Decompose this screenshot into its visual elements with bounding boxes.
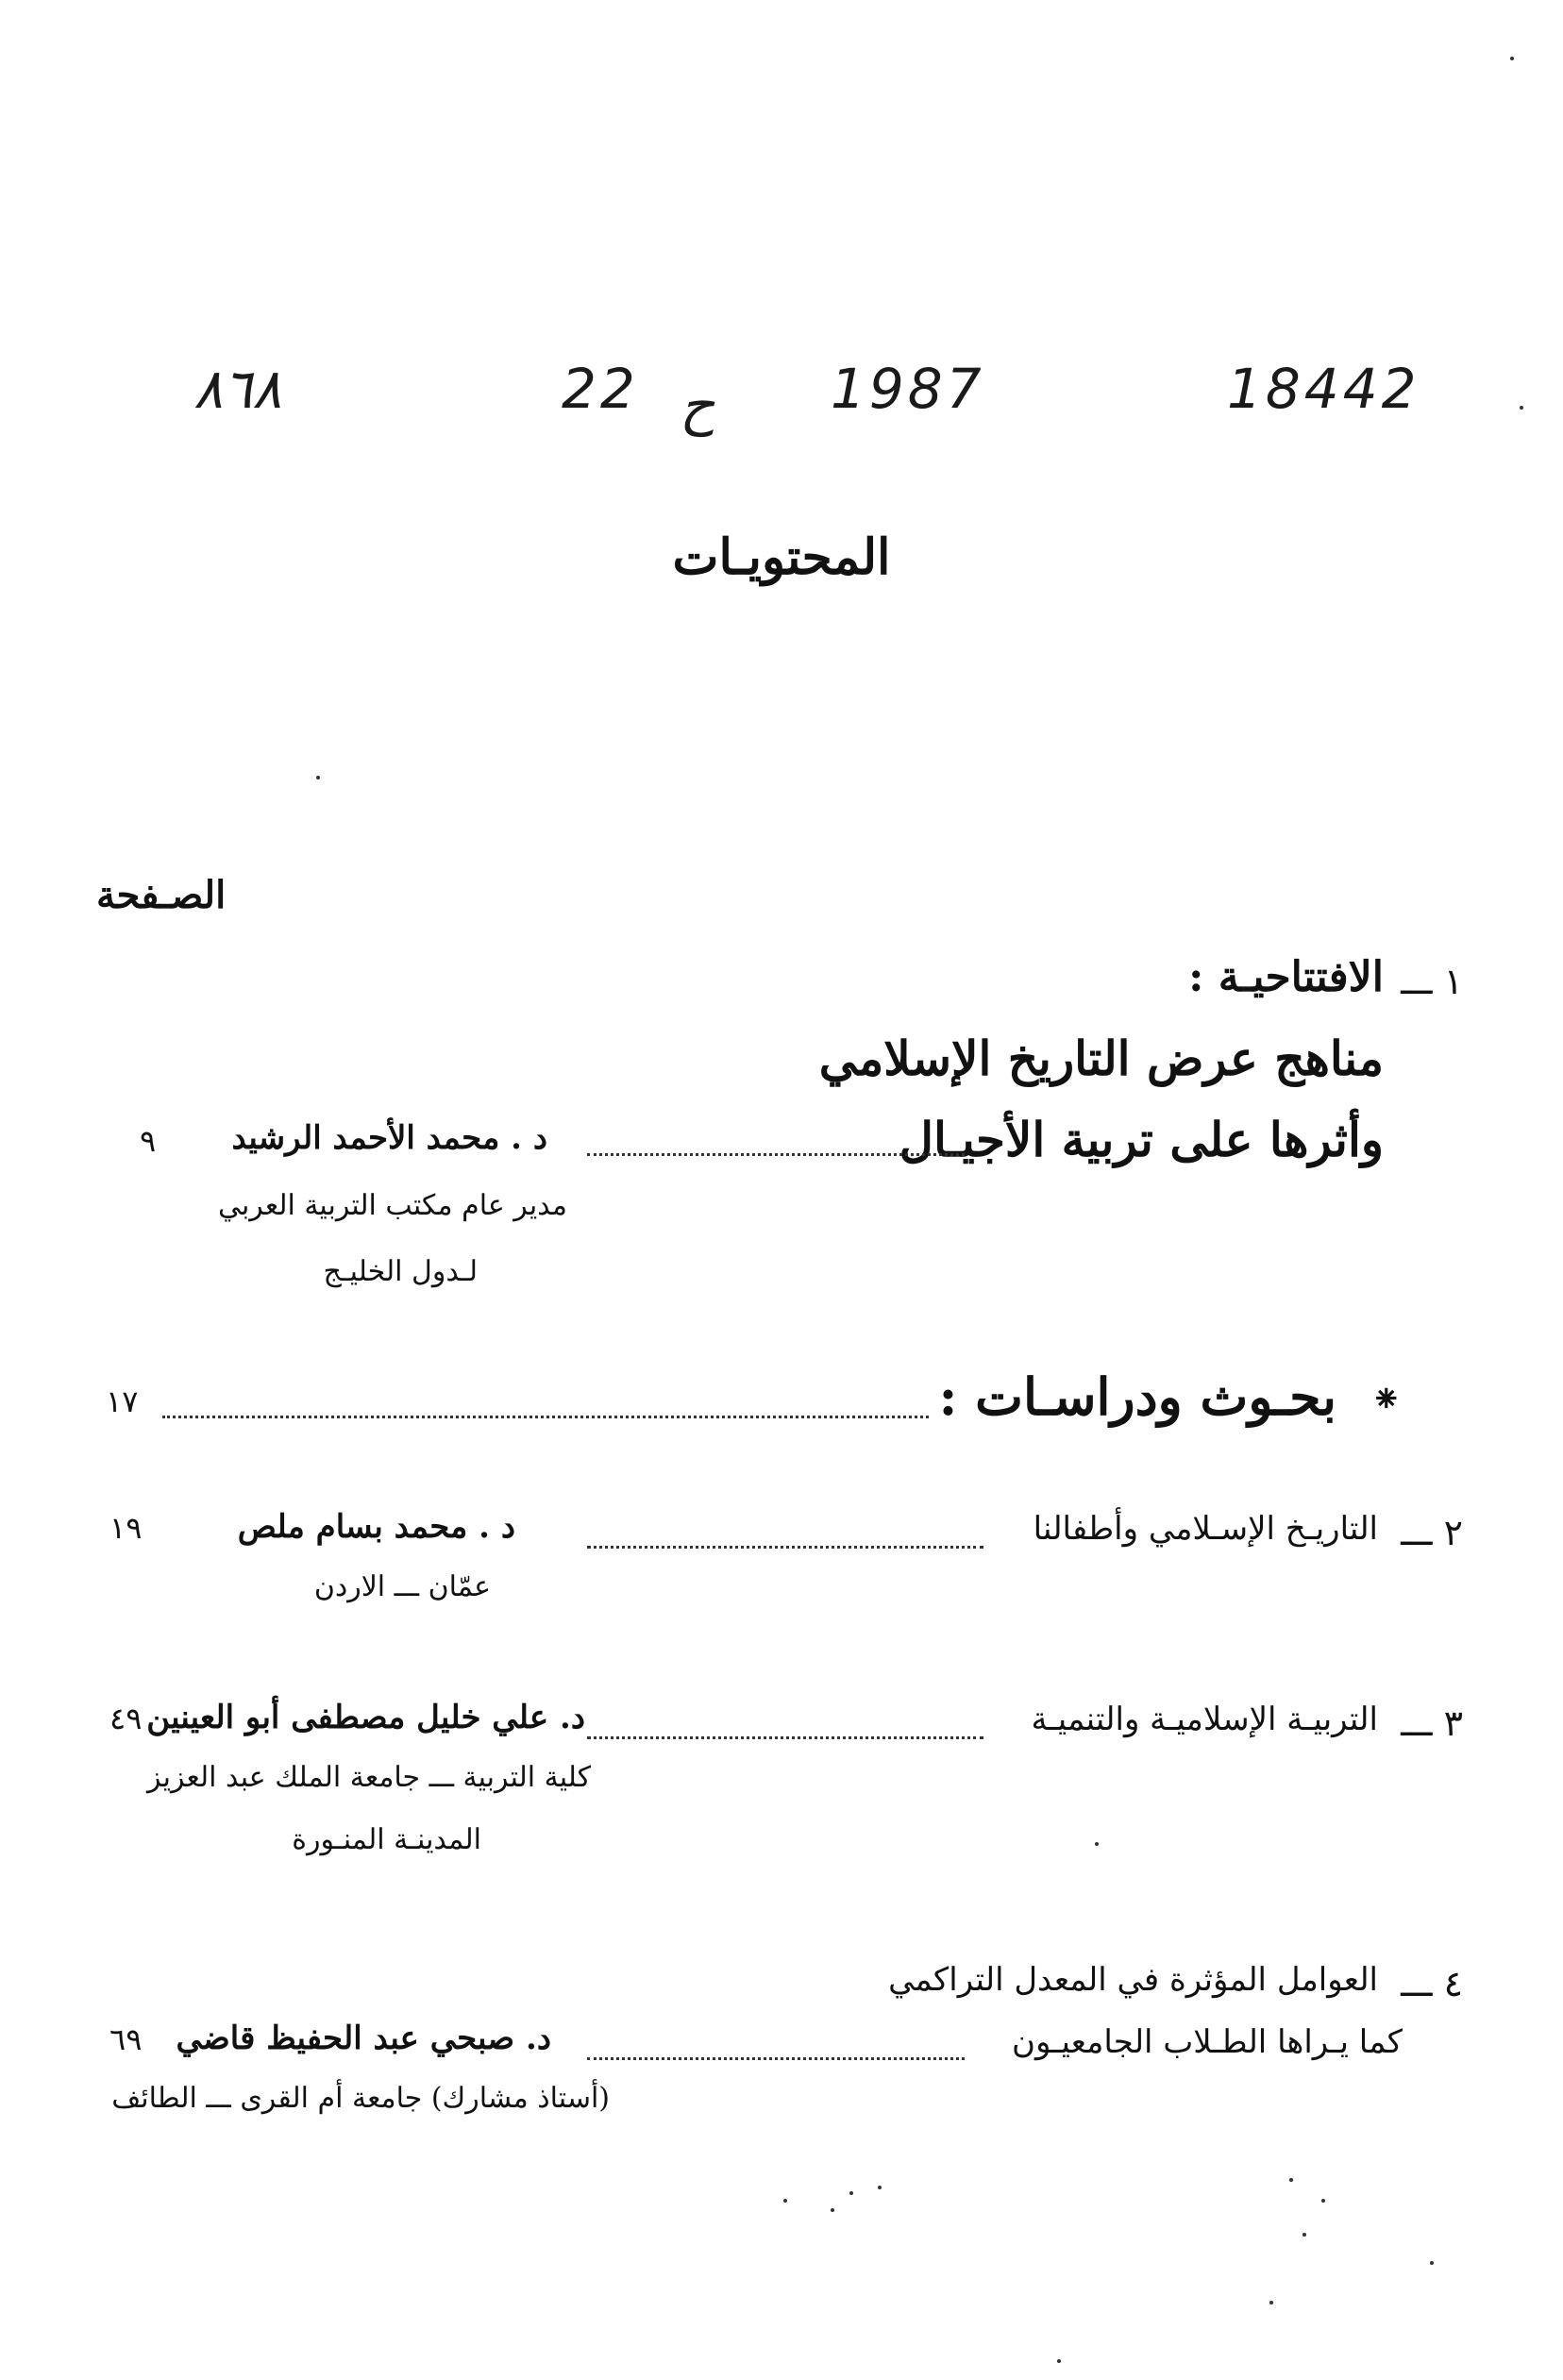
entry-1-affiliation-line2: لـدول الخليـج — [323, 1255, 478, 1288]
entry-1-leader — [587, 1153, 965, 1156]
scan-speck — [849, 2191, 853, 2195]
scan-speck — [878, 2186, 882, 2189]
entry-4-leader — [587, 2057, 965, 2060]
entry-1-affiliation-line1: مدير عام مكتب التربية العربي — [217, 1189, 567, 1222]
entry-3-page: ٤٩ — [109, 1701, 143, 1736]
entry-1-title-line1: مناهج عرض التاريخ الإسلامي — [818, 1031, 1384, 1086]
entry-4-title-line1: العوامل المؤثرة في المعدل التراكمي — [888, 1961, 1378, 1999]
entry-3-affiliation-line1: كلية التربية ـــ جامعة الملك عبد العزيز — [147, 1761, 591, 1794]
handwritten-letter: ح — [680, 373, 715, 437]
entry-2-leader — [587, 1546, 983, 1549]
entry-1-page: ٩ — [140, 1123, 157, 1159]
section-leader — [162, 1416, 929, 1418]
entry-2-page: ١٩ — [109, 1510, 143, 1546]
entry-4-page: ٦٩ — [109, 2021, 143, 2057]
scan-speck — [1269, 2301, 1273, 2305]
entry-1-author: د . محمد الأحمد الرشيد — [231, 1119, 547, 1157]
entry-2-number: ٢ ـــ — [1401, 1512, 1463, 1553]
entry-2-title: التاريـخ الإسـلامي وأطفالنا — [1033, 1510, 1378, 1548]
scan-speck — [1095, 1842, 1099, 1846]
entry-1-heading: الافتتاحيـة : — [1188, 953, 1384, 1001]
entry-2-author: د . محمد بسام ملص — [237, 1508, 515, 1546]
scan-speck — [1289, 2178, 1293, 2182]
entry-4-author: د. صبحي عبد الحفيظ قاضي — [176, 2020, 551, 2057]
section-marker: ⁕ — [1370, 1378, 1403, 1421]
handwritten-year: 1987 — [831, 357, 985, 421]
entry-4-number: ٤ ـــ — [1401, 1963, 1463, 2004]
entry-4-title-line2: كما يـراها الطـلاب الجامعيـون — [1012, 2023, 1403, 2061]
entry-3-number: ٣ ـــ — [1401, 1702, 1463, 1744]
page-title: المحتويـات — [672, 528, 891, 586]
entry-3-leader — [587, 1736, 983, 1739]
entry-1-number: ١ ـــ — [1401, 961, 1463, 1002]
entry-3-title: التربيـة الإسلاميـة والتنميـة — [1031, 1701, 1378, 1738]
entry-1-title-line2: وأثرها على تربية الأجيـال — [899, 1112, 1384, 1167]
scan-speck — [1057, 2359, 1061, 2363]
scan-speck — [316, 776, 320, 779]
scan-speck — [1510, 57, 1514, 60]
handwritten-number: 22 — [562, 357, 639, 421]
section-page: ١٧ — [106, 1383, 139, 1419]
scan-speck — [1321, 2199, 1325, 2203]
scan-speck — [783, 2199, 787, 2203]
page-column-label: الصـفحة — [96, 873, 227, 917]
scan-speck — [1430, 2261, 1434, 2265]
handwritten-accession: 18442 — [1227, 357, 1420, 421]
scan-speck — [831, 2208, 834, 2212]
entry-2-affiliation: عمّان ـــ الاردن — [313, 1570, 491, 1603]
section-heading: بحـوث ودراسـات : — [938, 1366, 1336, 1427]
entry-3-author: د. علي خليل مصطفى أبو العينين — [146, 1699, 585, 1736]
scan-speck — [1520, 406, 1523, 410]
scan-speck — [1302, 2233, 1306, 2237]
entry-4-affiliation: (أستاذ مشارك) جامعة أم القرى ـــ الطائف — [111, 2082, 610, 2115]
entry-3-affiliation-line2: المدينـة المنـورة — [292, 1823, 481, 1856]
handwritten-code: ٨٦٨ — [193, 357, 282, 421]
